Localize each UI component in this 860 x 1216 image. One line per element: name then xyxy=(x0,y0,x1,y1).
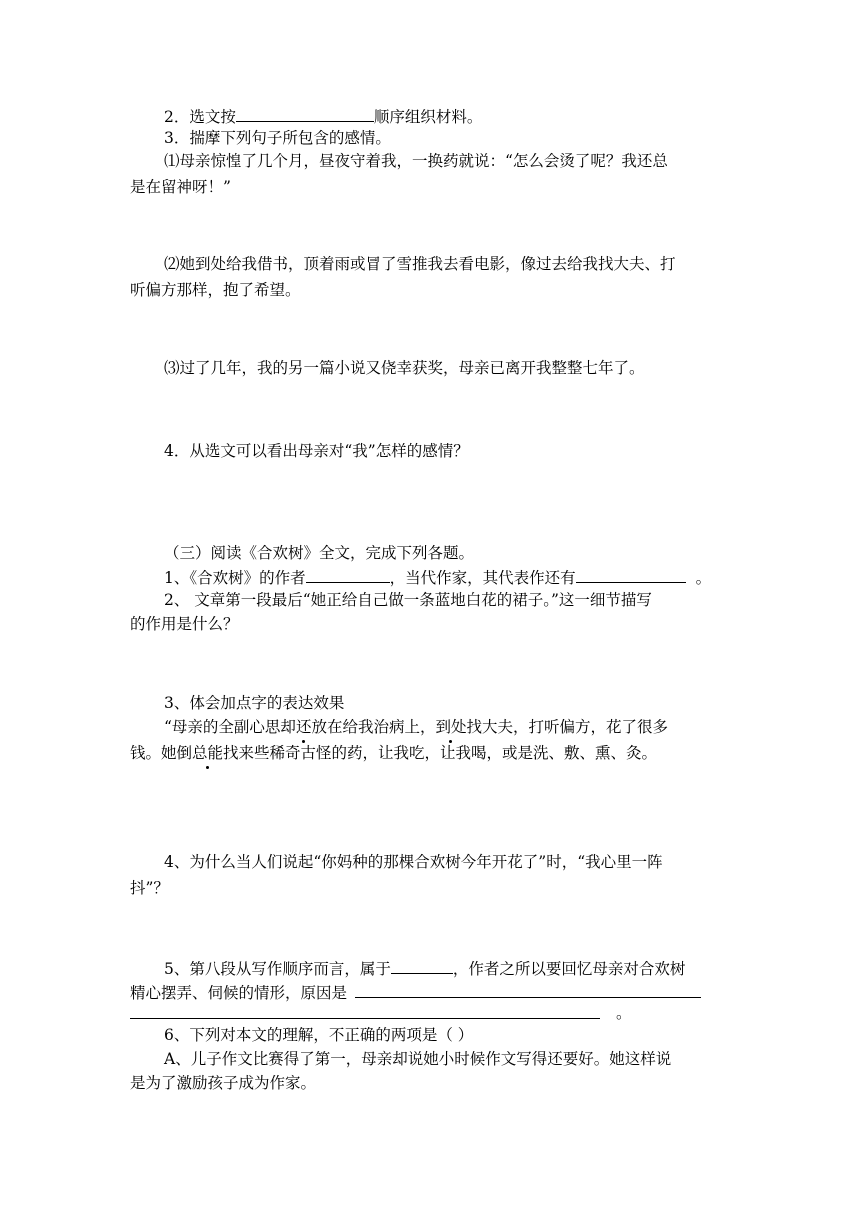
dotted-char: 还 xyxy=(295,718,312,736)
option-a-line-2: 是为了激励孩子成为作家。 xyxy=(130,1074,317,1092)
item-3-quote-line-2: 钱。她倒总能找来些稀奇古怪的药，让我吃，让我喝，或是洗、敷、熏、灸。 xyxy=(130,744,658,762)
sentence-3: ⑶过了几年，我的另一篇小说又侥幸获奖，母亲已离开我整整七年了。 xyxy=(164,359,645,377)
question-4: 4．从选文可以看出母亲对“我”怎样的感情？ xyxy=(164,442,469,460)
item-3-title: 3、体会加点字的表达效果 xyxy=(164,694,345,712)
option-a-line-1: A、儿子作文比赛得了第一，母亲却说她小时候作文写得还要好。她这样说 xyxy=(164,1050,672,1068)
sentence-2-line-1: ⑵她到处给我借书，顶着雨或冒了雪推我去看电影，像过去给我找大夫、打 xyxy=(164,255,676,273)
item-6-title: 6、下列对本文的理解，不正确的两项是（ ） xyxy=(164,1026,474,1044)
item-4-line-1: 4、为什么当人们说起“你妈种的那棵合欢树今年开花了”时，“我心里一阵 xyxy=(164,853,663,871)
item-3-quote-line-1: “母亲的全副心思却还放在给我治病上，到处找大夫，打听偏方，花了很多 xyxy=(164,718,668,736)
question-3-title: 3．揣摩下列句子所包含的感情。 xyxy=(164,129,391,147)
reason-blank[interactable] xyxy=(355,981,701,998)
item-5-end: 。 xyxy=(616,1004,632,1022)
dotted-char: 总能 xyxy=(192,744,224,762)
order-blank[interactable] xyxy=(391,957,453,974)
works-blank[interactable] xyxy=(576,566,686,583)
section-3-title: （三）阅读《合欢树》全文，完成下列各题。 xyxy=(164,544,475,562)
item-4-line-2: 抖”？ xyxy=(130,879,169,897)
item-5-line-1: 5、第八段从写作顺序而言，属于 ，作者之所以要回忆母亲对合欢树 xyxy=(164,957,685,979)
answer-blank[interactable] xyxy=(236,105,374,122)
item-5-line-2: 精心摆弄、伺候的情形，原因是 xyxy=(130,981,701,1003)
answer-line[interactable] xyxy=(130,1018,600,1019)
item-2-line-1: 2、 文章第一段最后“她正给自己做一条蓝地白花的裙子。”这一细节描写 xyxy=(164,591,652,609)
question-2: 2．选文按 顺序组织材料。 xyxy=(164,105,482,127)
sentence-2-line-2: 听偏方那样，抱了希望。 xyxy=(130,281,301,299)
item-1: 1、《合欢树》的作者 ，当代作家，其代表作还有 。 xyxy=(164,566,711,588)
item-2-line-2: 的作用是什么？ xyxy=(130,615,239,633)
sentence-1-line-1: ⑴母亲惊惶了几个月，昼夜守着我，一换药就说：“怎么会烫了呢？我还总 xyxy=(164,152,668,170)
author-blank[interactable] xyxy=(306,566,390,583)
sentence-1-line-2: 是在留神呀！” xyxy=(130,178,231,196)
dotted-char: 到处 xyxy=(435,718,467,736)
